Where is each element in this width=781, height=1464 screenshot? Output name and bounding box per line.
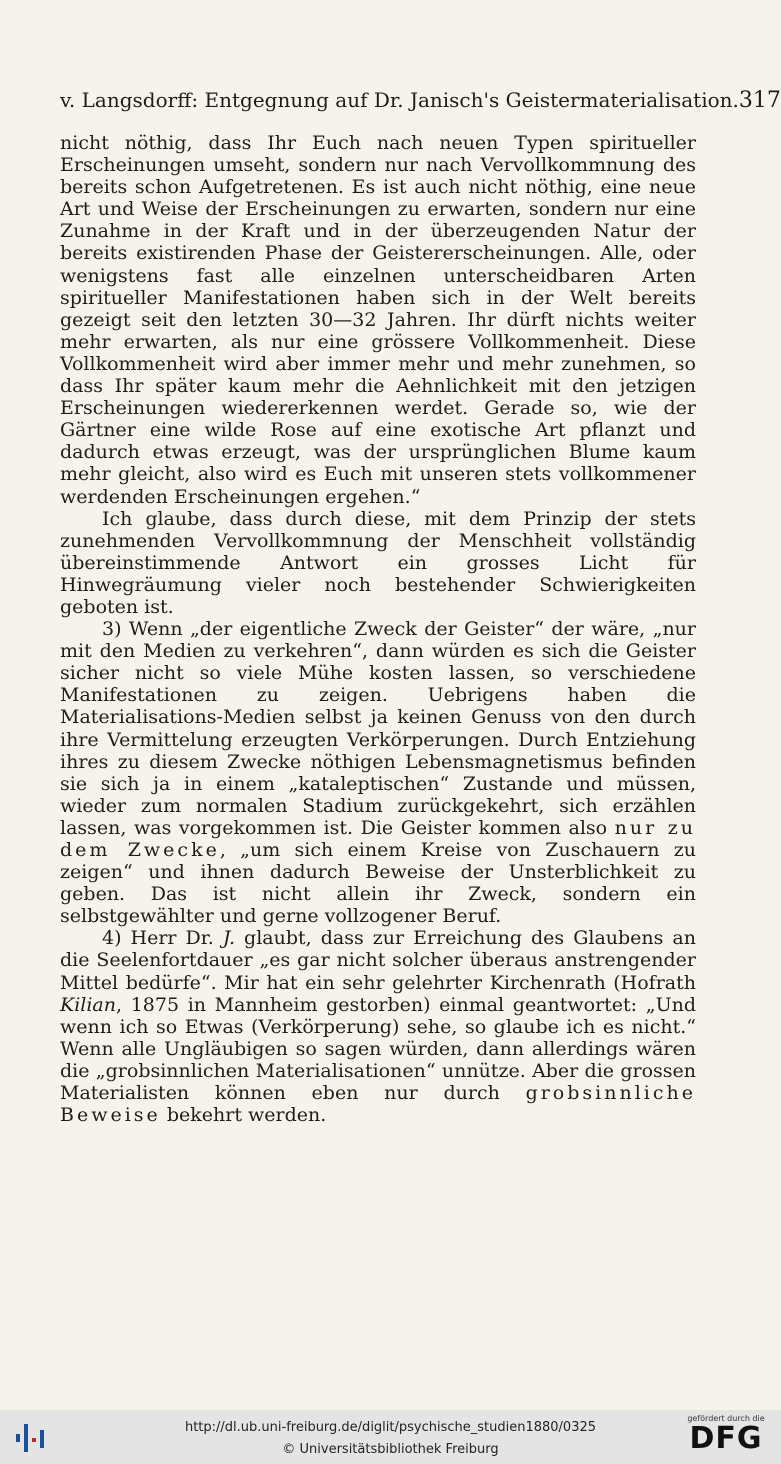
text-run: grobsinnliche Beweise <box>60 1082 696 1127</box>
source-url[interactable]: http://dl.ub.uni-freiburg.de/diglit/psychische_studien1880/0325 <box>184 1420 597 1435</box>
text-run: , 1875 in Mannheim gestorben) einmal geantwortet: „Und wenn ich so Etwas (Verkörperung) sehe, so glaube ich es nicht.“ Wenn alle Ungläubigen so sagen würden, dann allerdings wären die „grobsinnlichen Materialisationen“ unnütze. Aber die grossen Materialisten können eben nur durch <box>60 993 696 1105</box>
text-run: bekehrt werden. <box>160 1104 327 1127</box>
paragraph-p2 <box>60 508 696 618</box>
dfg-wordmark: DFG <box>689 1421 763 1456</box>
dfg-caption: gefördert durch die <box>687 1414 765 1423</box>
running-header <box>60 88 781 113</box>
dfg-logo <box>681 1414 771 1460</box>
text-run: Kilian <box>60 993 116 1016</box>
page-number: 317 <box>738 88 781 113</box>
text-run: , „um sich einem Kreise von Zuschauern zu zeigen“ und ihnen dadurch Beweise der Unsterblichkeit zu geben. Das ist nicht allein ihr Zweck, sondern ein selbstgewählter und gerne vollzogener Beruf. <box>60 839 696 928</box>
text-run: J. <box>222 927 236 950</box>
copyright-notice: © Universitätsbibliothek Freiburg <box>282 1442 499 1457</box>
text-run: 4) Herr Dr. <box>102 927 223 950</box>
footer-bar <box>0 1410 781 1464</box>
paragraph-p1 <box>60 132 696 508</box>
body-text <box>60 132 696 1126</box>
text-run: nicht nöthig, dass Ihr Euch nach neuen Typen spiritueller Erscheinungen umseht, sondern nur nach Vervollkommnung des bereits schon Aufgetretenen. Es ist auch nicht nöthig, eine neue Art und Weise der Erscheinungen zu erwarten, sondern nur eine Zunahme in der Kraft und in der überzeugenden Natur der bereits existirenden Phase der Geistererscheinungen. Alle, oder wenigstens fast alle einzelnen unterscheidbaren Arten spiritueller Manifestationen haben sich in der Welt bereits gezeigt seit den letzten 30—32 Jahren. Ihr dürft nichts weiter mehr erwarten, als nur eine grössere Vollkommenheit. Diese Vollkommenheit wird aber immer mehr und mehr zunehmen, so dass Ihr später kaum mehr die Aehnlichkeit mit den jetzigen Erscheinungen wiedererkennen werdet. Gerade so, wie der Gärtner eine wilde Rose auf eine exotische Art pflanzt und dadurch etwas erzeugt, was der ursprünglichen Blume kaum mehr gleicht, also wird es Euch mit unseren stets vollkommener werdenden Erscheinungen ergehen.“ <box>60 132 696 508</box>
text-run: nur zu dem Zwecke <box>60 816 696 861</box>
text-run: 3) Wenn „der eigentliche Zweck der Geister“ der wäre, „nur mit den Medien zu verkehren“, dann würden es sich die Geister sicher nicht so viele Mühe kosten lassen, so verschiedene Manifestationen zu zeigen. Uebrigens haben die Materialisations-Medien selbst ja keinen Genuss von den durch ihre Vermittelung erzeugten Verkörperungen. Durch Entziehung ihres zu diesem Zwecke nöthigen Lebensmagnetismus befinden sie sich ja in einem „kataleptischen“ Zustande und müssen, wieder zum normalen Stadium zurückgekehrt, sich erzählen lassen, was vorgekommen ist. Die Geister kommen also <box>60 618 696 839</box>
text-run: Ich glaube, dass durch diese, mit dem Prinzip der stets zunehmenden Vervollkommnung der Menschheit vollständig übereinstimmende Antwort ein grosses Licht für Hinwegräumung vieler noch bestehender Schwierigkeiten geboten ist. <box>60 507 696 618</box>
paragraph-p4 <box>60 927 696 1126</box>
running-title: v. Langsdorff: Entgegnung auf Dr. Janisch's Geistermaterialisation. <box>60 88 739 112</box>
paragraph-p3 <box>60 618 696 927</box>
text-run: glaubt, dass zur Erreichung des Glaubens an die Seelenfortdauer „es gar nicht solcher überaus anstrengender Mittel bedürfe“. Mir hat ein sehr gelehrter Kirchenrath (Hofrath <box>60 927 696 994</box>
